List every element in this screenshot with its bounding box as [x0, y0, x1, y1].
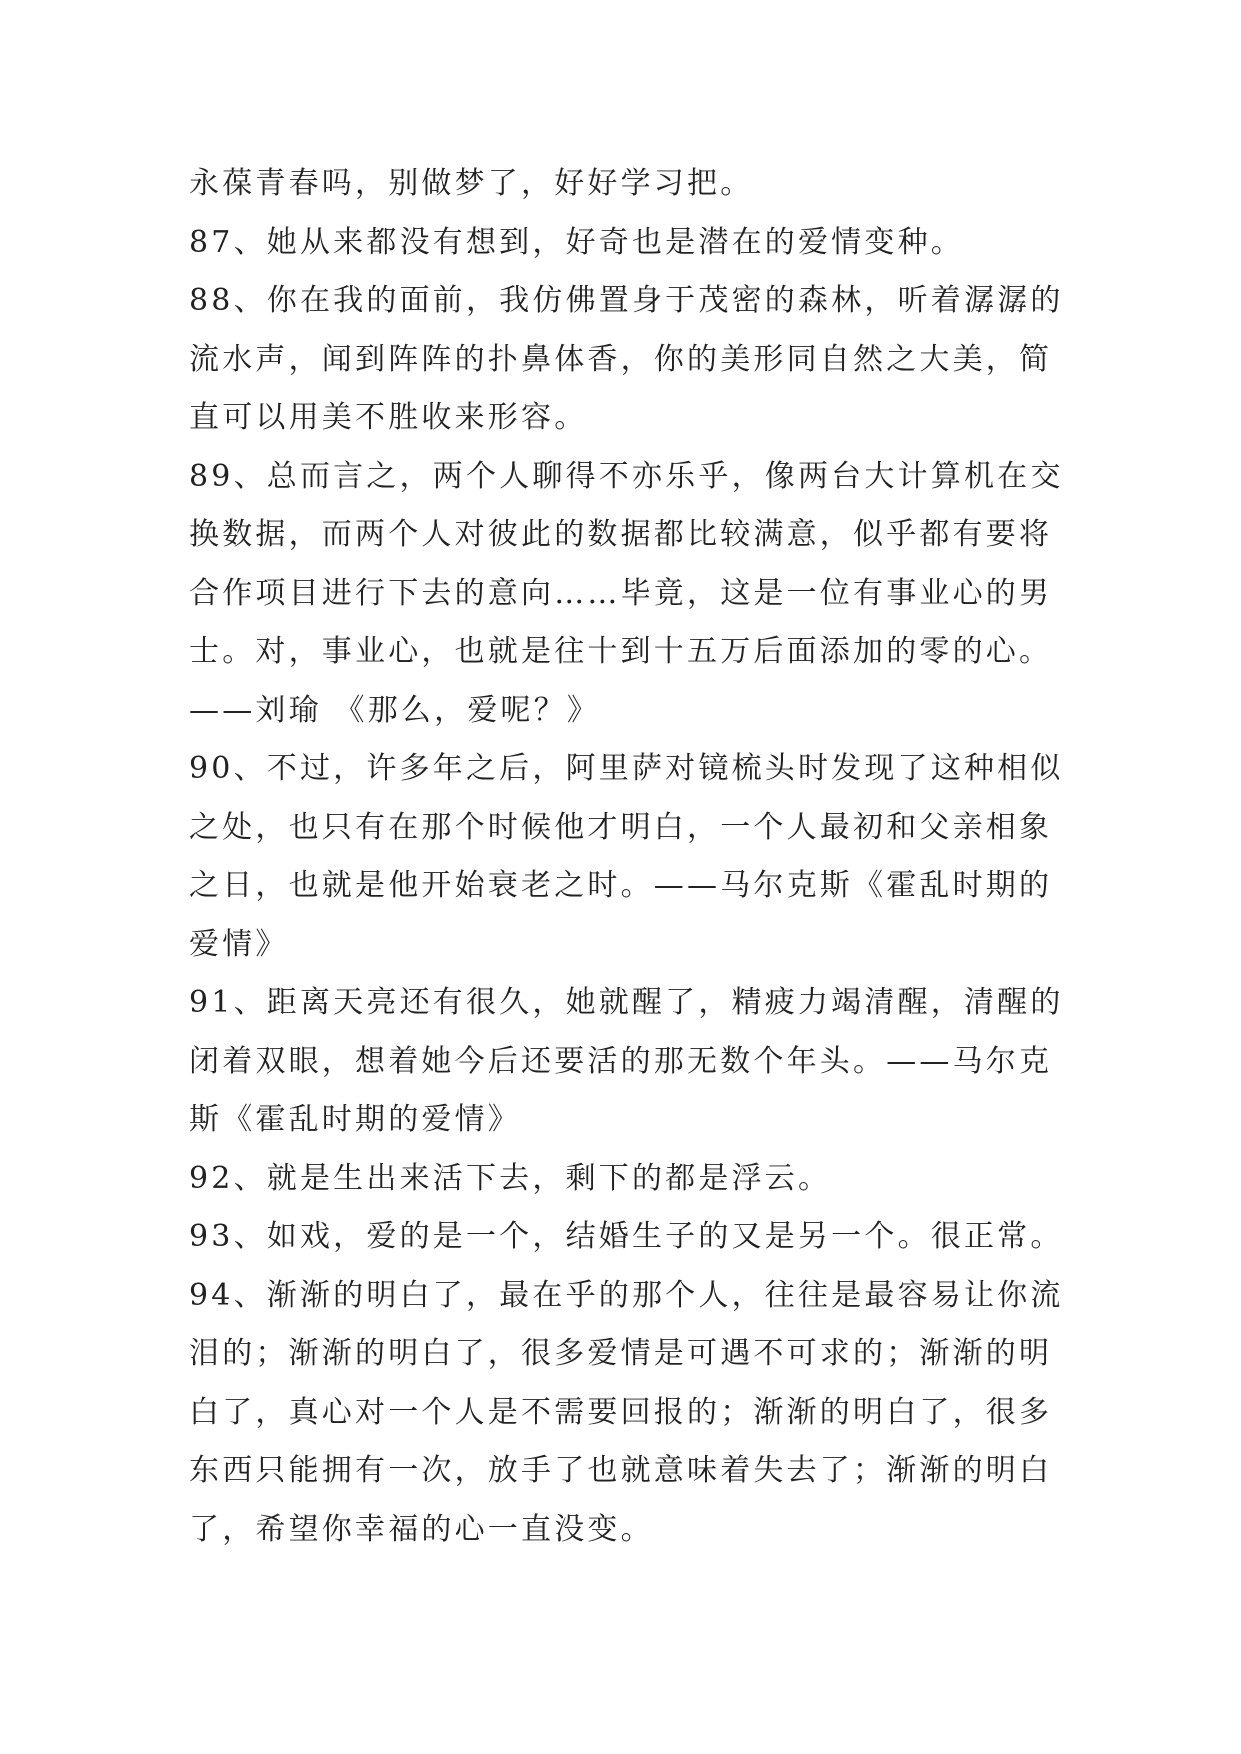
text-line: 士。对，事业心，也就是往十到十五万后面添加的零的心。 — [189, 634, 1053, 669]
text-line: 斯《霍乱时期的爱情》 — [189, 1102, 521, 1137]
text-line: 闭着双眼，想着她今后还要活的那无数个年头。——马尔克 — [189, 1043, 1053, 1079]
text-line: 东西只能拥有一次，放手了也就意味着失去了；渐渐的明白 — [189, 1453, 1053, 1488]
text-line: 了，希望你幸福的心一直没变。 — [189, 1511, 654, 1547]
text-line: 泪的；渐渐的明白了，很多爱情是可遇不可求的；渐渐的明 — [189, 1336, 1053, 1371]
text-line: 93、如戏，爱的是一个，结婚生子的又是另一个。很正常。 — [189, 1219, 1064, 1254]
text-line: 92、就是生出来活下去，剩下的都是浮云。 — [189, 1160, 832, 1196]
text-line: 白了，真心对一个人是不需要回报的；渐渐的明白了，很多 — [189, 1394, 1053, 1430]
text-line: ——刘瑜 《那么，爱呢？》 — [189, 692, 601, 728]
body-text — [189, 155, 1089, 1559]
text-line: 88、你在我的面前，我仿佛置身于茂密的森林，听着潺潺的 — [189, 283, 1064, 318]
text-line: 94、渐渐的明白了，最在乎的那个人，往往是最容易让你流 — [189, 1277, 1064, 1313]
text-line: 直可以用美不胜收来形容。 — [189, 400, 588, 435]
text-line: 永葆青春吗，别做梦了，好好学习把。 — [189, 166, 754, 201]
text-line: 89、总而言之，两个人聊得不亦乐乎，像两台大计算机在交 — [189, 458, 1064, 494]
text-line: 90、不过，许多年之后，阿里萨对镜梳头时发现了这种相似 — [189, 751, 1064, 786]
text-line: 之处，也只有在那个时候他才明白，一个人最初和父亲相象 — [189, 809, 1053, 845]
text-line: 之日，也就是他开始衰老之时。——马尔克斯《霍乱时期的 — [189, 868, 1053, 903]
text-line: 91、距离天亮还有很久，她就醒了，精疲力竭清醒，清醒的 — [189, 985, 1064, 1020]
text-line: 爱情》 — [189, 926, 289, 962]
text-line: 87、她从来都没有想到，好奇也是潜在的爱情变种。 — [189, 224, 964, 260]
text-line: 流水声，闻到阵阵的扑鼻体香，你的美形同自然之大美，简 — [189, 341, 1053, 377]
text-line: 合作项目进行下去的意向……毕竟，这是一位有事业心的男 — [189, 575, 1053, 611]
text-line: 换数据，而两个人对彼此的数据都比较满意，似乎都有要将 — [189, 517, 1053, 552]
